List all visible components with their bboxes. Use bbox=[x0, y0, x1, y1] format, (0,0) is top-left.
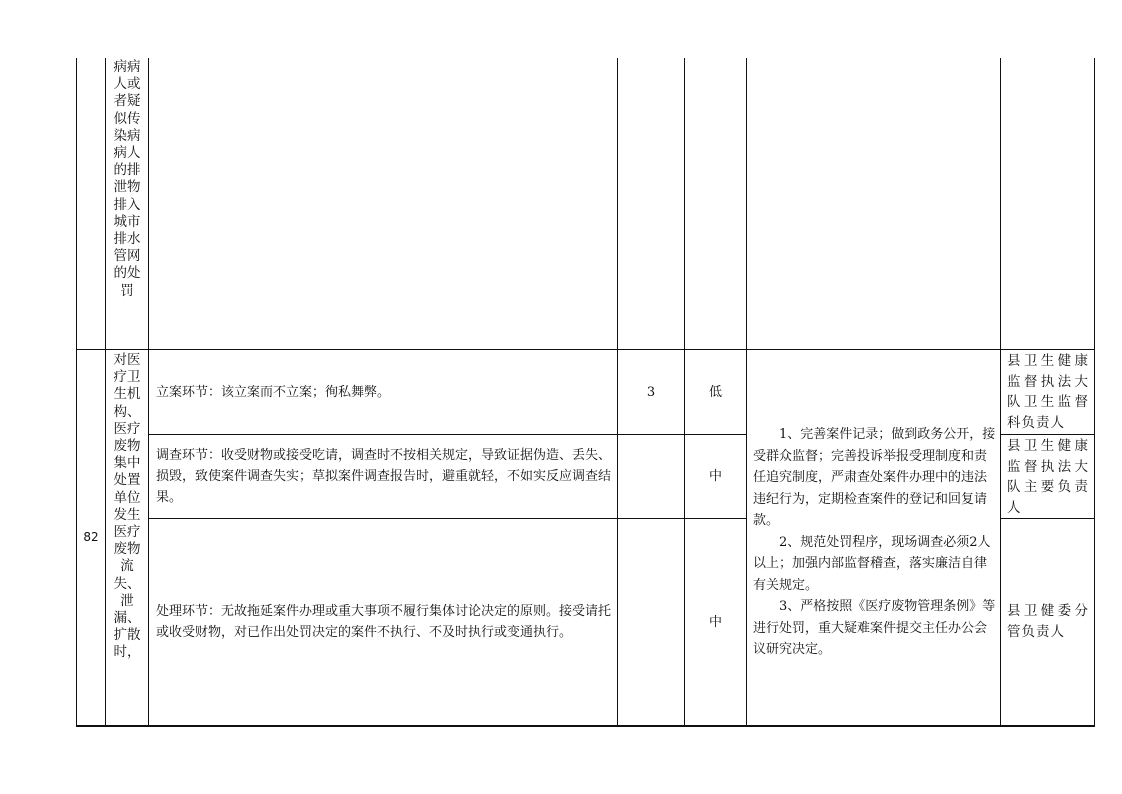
item-number: 82 bbox=[83, 530, 99, 544]
table-border-bottom bbox=[76, 725, 1095, 727]
risk-level: 低 bbox=[708, 384, 722, 400]
col-divider-number-name bbox=[105, 58, 106, 726]
risk-description-handling bbox=[156, 519, 611, 725]
risk-description-investigation bbox=[156, 435, 611, 518]
risk-level: 中 bbox=[708, 469, 722, 484]
row-divider-risk-1-responsible bbox=[1000, 434, 1095, 435]
responsible-person: 县卫生健康监督执法大队卫生监督科负责人 bbox=[1007, 353, 1089, 431]
table-border-right bbox=[1094, 58, 1095, 726]
col-divider-name-description bbox=[148, 58, 149, 726]
risk-description-text: 调查环节：收受财物或接受吃请，调查时不按相关规定，导致证据伪造、丢失、损毁，致使案件调查失实；草拟案件调查报告时，避重就轻，不如实反应调查结果。 bbox=[156, 448, 612, 505]
col-divider-level-measures bbox=[746, 58, 747, 726]
responsible-person: 县卫生健康监督执法大队主要负责人 bbox=[1007, 438, 1089, 516]
measure-item: 1、完善案件记录；做到政务公开，接受群众监督；完善投诉举报受理制度和责任追究制度，严肃查处案件办理中的违法违纪行为，定期检查案件的登记和回复请款。 bbox=[753, 427, 996, 528]
risk-level: 中 bbox=[708, 614, 722, 630]
risk-description-text: 处理环节：无故拖延案件办理或重大事项不履行集体讨论决定的原则。接受请托或收受财物，对已作出处罚决定的案件不执行、不及时执行或变通执行。 bbox=[156, 604, 612, 640]
risk-description-filing bbox=[156, 350, 611, 434]
prevention-measures bbox=[753, 424, 996, 661]
responsible-person: 县卫健委分管负责人 bbox=[1007, 603, 1089, 640]
col-divider-measures-responsible bbox=[1000, 58, 1001, 726]
item-name: 对医疗卫生机构、医疗废物集中处置单位发生医疗废物流失、泄漏、扩散时， bbox=[113, 352, 141, 661]
risk-description-text: 立案环节：该立案而不立案；徇私舞弊。 bbox=[156, 384, 391, 400]
row-divider-risk-2-responsible bbox=[1000, 518, 1095, 519]
previous-item-name: 病病人或者疑似传染病病人的排泄物排入城市排水管网的处罚 bbox=[113, 59, 141, 299]
risk-score: 3 bbox=[646, 384, 656, 400]
measure-item: 3、严格按照《医疗废物管理条例》等进行处罚，重大疑难案件提交主任办公会议研究决定。 bbox=[753, 599, 996, 657]
measure-item: 2、规范处罚程序，现场调查必须2人以上；加强内部监督稽查，落实廉洁自律有关规定。 bbox=[753, 534, 991, 593]
